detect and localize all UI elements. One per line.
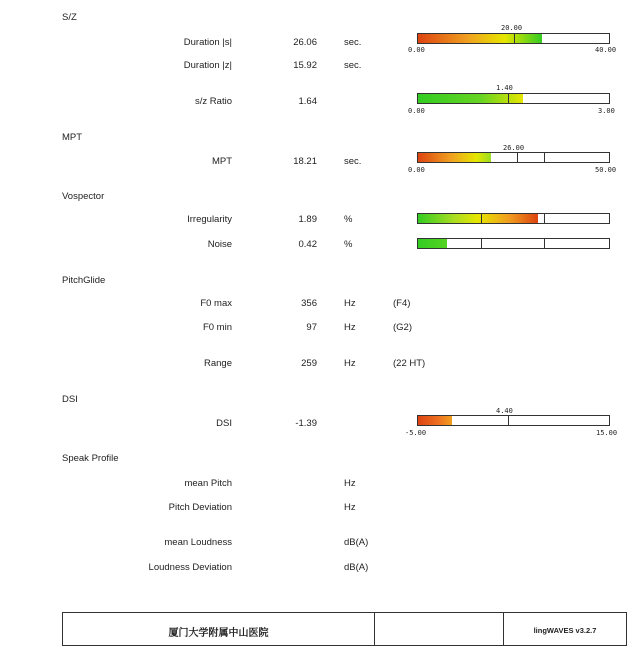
- noise-gauge-divider-1: [481, 239, 482, 248]
- ratio-gauge: [417, 93, 610, 104]
- f0-max-value: 356: [301, 298, 317, 309]
- mpt-gauge-max: 50.00: [595, 166, 617, 174]
- section-title-pitchglide: PitchGlide: [62, 275, 106, 286]
- f0-max-unit: Hz: [344, 298, 356, 309]
- pitch-deviation-label: Pitch Deviation: [168, 502, 232, 513]
- duration-s-unit: sec.: [344, 37, 362, 48]
- duration-z-value: 15.92: [293, 60, 317, 71]
- duration-gauge-fill: [418, 34, 542, 43]
- section-title-dsi: DSI: [62, 394, 78, 405]
- pitch-deviation-unit: Hz: [344, 502, 356, 513]
- duration-gauge-reference: 20.00: [501, 24, 523, 32]
- software-version: lingWAVES v3.2.7: [533, 626, 597, 635]
- irregularity-label: Irregularity: [187, 214, 232, 225]
- range-value: 259: [301, 358, 317, 369]
- irregularity-unit: %: [344, 214, 353, 225]
- f0-max-label: F0 max: [200, 298, 232, 309]
- dsi-gauge-fill: [418, 416, 452, 425]
- dsi-gauge-max: 15.00: [596, 429, 618, 437]
- range-note: (22 HT): [393, 358, 426, 369]
- mpt-gauge-reference-tick: [517, 153, 518, 162]
- mpt-value: 18.21: [293, 156, 317, 167]
- duration-gauge-reference-tick: [514, 34, 515, 43]
- mpt-gauge-min: 0.00: [408, 166, 425, 174]
- f0-min-unit: Hz: [344, 322, 356, 333]
- sz-ratio-label: s/z Ratio: [195, 96, 232, 107]
- loudness-deviation-unit: dB(A): [344, 562, 369, 573]
- dsi-gauge-min: -5.00: [405, 429, 427, 437]
- dsi-value: -1.39: [295, 418, 317, 429]
- noise-gauge: [417, 238, 610, 249]
- range-unit: Hz: [344, 358, 356, 369]
- f0-min-label: F0 min: [202, 322, 232, 333]
- duration-gauge: [417, 33, 610, 44]
- duration-gauge-min: 0.00: [408, 46, 425, 54]
- footer-empty-cell: [375, 613, 504, 645]
- irregularity-gauge: [417, 213, 610, 224]
- f0-max-note: (F4): [393, 298, 411, 309]
- section-title-mpt: MPT: [62, 132, 83, 143]
- noise-label: Noise: [207, 239, 232, 250]
- hospital-name: 厦门大学附属中山医院: [168, 628, 269, 639]
- duration-s-label: Duration |s|: [183, 37, 232, 48]
- range-label: Range: [204, 358, 232, 369]
- duration-gauge-max: 40.00: [595, 46, 617, 54]
- mpt-gauge-reference: 26.00: [503, 144, 525, 152]
- irregularity-value: 1.89: [298, 214, 317, 225]
- section-title-sz: S/Z: [62, 12, 77, 23]
- noise-unit: %: [344, 239, 353, 250]
- ratio-gauge-reference: 1.40: [496, 84, 513, 92]
- dsi-gauge: [417, 415, 610, 426]
- f0-min-note: (G2): [393, 322, 412, 333]
- duration-z-label: Duration |z|: [183, 60, 232, 71]
- section-title-speak-profile: Speak Profile: [62, 453, 119, 464]
- section-title-vospector: Vospector: [62, 191, 105, 202]
- noise-value: 0.42: [298, 239, 317, 250]
- mpt-gauge-fill: [418, 153, 491, 162]
- irregularity-gauge-fill: [418, 214, 538, 223]
- mean-loudness-unit: dB(A): [344, 537, 369, 548]
- mean-loudness-label: mean Loudness: [164, 537, 232, 548]
- report-footer: [62, 612, 627, 646]
- duration-z-unit: sec.: [344, 60, 362, 71]
- dsi-label: DSI: [216, 418, 232, 429]
- dsi-gauge-reference: 4.40: [496, 407, 513, 415]
- mpt-label: MPT: [211, 156, 232, 167]
- noise-gauge-fill: [418, 239, 447, 248]
- footer-hospital-cell: [63, 613, 375, 645]
- f0-min-value: 97: [306, 322, 317, 333]
- footer-version-cell: [504, 613, 626, 645]
- ratio-gauge-max: 3.00: [598, 107, 615, 115]
- dsi-gauge-reference-tick: [508, 416, 509, 425]
- mpt-gauge: [417, 152, 610, 163]
- loudness-deviation-label: Loudness Deviation: [148, 562, 232, 573]
- mpt-unit: sec.: [344, 156, 362, 167]
- mpt-gauge-divider: [544, 153, 545, 162]
- ratio-gauge-reference-tick: [508, 94, 509, 103]
- mean-pitch-unit: Hz: [344, 478, 356, 489]
- noise-gauge-divider-2: [544, 239, 545, 248]
- sz-ratio-value: 1.64: [298, 96, 317, 107]
- ratio-gauge-min: 0.00: [408, 107, 425, 115]
- mean-pitch-label: mean Pitch: [184, 478, 232, 489]
- irregularity-gauge-divider-2: [544, 214, 545, 223]
- duration-s-value: 26.06: [293, 37, 317, 48]
- irregularity-gauge-divider-1: [481, 214, 482, 223]
